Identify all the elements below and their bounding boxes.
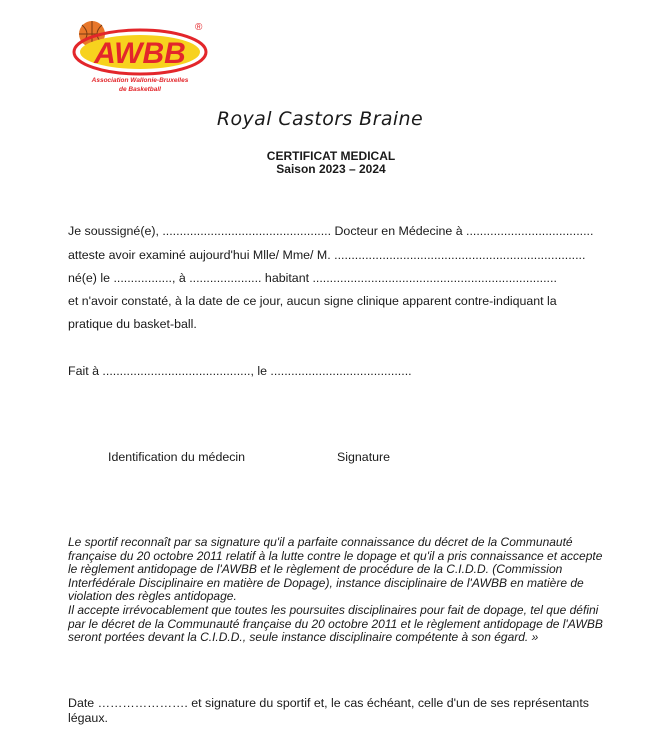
body-line-2: atteste avoir examiné aujourd'hui Mlle/ Mme/ M. ......................................................................... <box>68 248 586 262</box>
certificate-title: CERTIFICAT MEDICAL <box>266 149 396 163</box>
body-line-3: né(e) le ................., à ..................... habitant ....................................................................... <box>68 271 557 285</box>
awbb-logo <box>70 16 210 100</box>
certificate-heading <box>0 150 662 176</box>
certificate-season: Saison 2023 – 2024 <box>276 162 386 176</box>
registered-mark: ® <box>195 22 203 33</box>
date-signature-line: Date …………………. et signature du sportif et, le cas échéant, celle d'un de ses représentants légaux. <box>68 696 589 725</box>
doctor-identification-label: Identification du médecin <box>108 450 246 464</box>
legal-statement <box>68 536 608 645</box>
body-line-1: Je soussigné(e), ................................................. Docteur en Médecine à ..................................... <box>68 224 594 238</box>
place-date-line: Fait à ..........................................., le ......................................... <box>68 364 412 378</box>
logo-text: AWBB <box>94 37 186 70</box>
body-line-4: et n'avoir constaté, à la date de ce jour, aucun signe clinique apparent contre-indiquant la <box>68 294 557 308</box>
logo-subtitle-1: Association Wallonie-Bruxelles <box>91 77 189 84</box>
logo-subtitle-2: de Basketball <box>119 86 161 93</box>
body-line-5: pratique du basket-ball. <box>68 317 197 331</box>
legal-paragraph-2: Il accepte irrévocablement que toutes les poursuites disciplinaires pour fait de dopage, tel que défini par le décret de la Communauté française du 20 octobre 2011 et le règlement antidopage de l'AWBB seront portées devant la C.I.D.D., seule instance disciplinaire compétente à son égard. » <box>68 602 603 645</box>
legal-paragraph-1: Le sportif reconnaît par sa signature qu'il a parfaite connaissance du décret de la Communauté française du 20 octobre 2011 relatif à la lutte contre le dopage et qu'il a pris connaissance et accepte le règlement antidopage de l'AWBB et le règlement de procédure de la C.I.D.D. (Commission Interfédérale Disciplinaire en matière de Dopage), instance disciplinaire de l'AWBB en matière de violation des règles antidopage. <box>68 535 603 604</box>
club-name: Royal Castors Braine <box>216 108 424 130</box>
signature-label: Signature <box>337 450 391 464</box>
